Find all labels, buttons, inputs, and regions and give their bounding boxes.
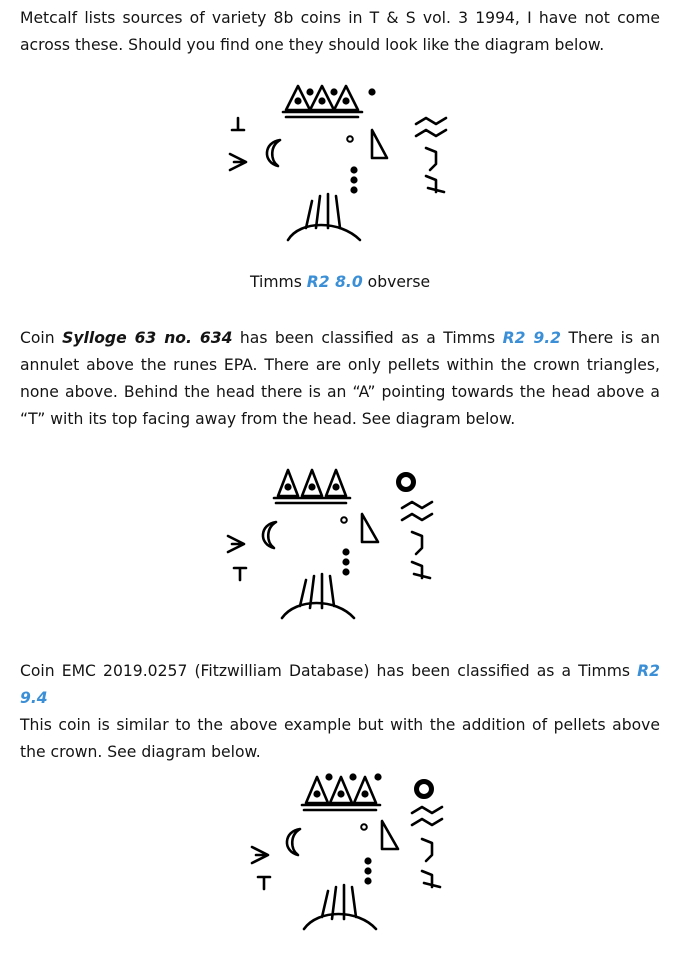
emc-paragraph: Coin EMC 2019.0257 (Fitzwilliam Database) has been classified as a Timms R2 9.4 This coin is similar to the above example but with the addition of pellets above the crown. See diagram below. (20, 662, 660, 761)
coin-diagram-r2-8-0 (220, 78, 460, 253)
coin-diagram-r2-9-2 (220, 456, 460, 631)
coin-diagram-r2-9-4 (240, 765, 470, 940)
intro-text: Metcalf lists sources of variety 8b coins in T & S vol. 3 1994, I have not come across these. Should you find one they should look like the diagram below. (20, 9, 660, 54)
timms-reference: R2 8.0 (306, 273, 363, 291)
coin-reference: Sylloge 63 no. 634 (62, 329, 233, 347)
timms-reference: R2 9.4 (20, 662, 660, 707)
diagram-caption: Timms R2 8.0 obverse (249, 273, 431, 291)
intro-paragraph (20, 5, 660, 59)
sylloge-paragraph: Coin Sylloge 63 no. 634 has been classified as a Timms R2 9.2 There is an annulet above the runes EPA. There are only pellets within the crown triangles, none above. Behind the head there is an “A” pointing towards the head above a “T” with its top facing away from the head. See diagram below. (20, 329, 660, 428)
timms-reference: R2 9.2 (502, 329, 562, 347)
